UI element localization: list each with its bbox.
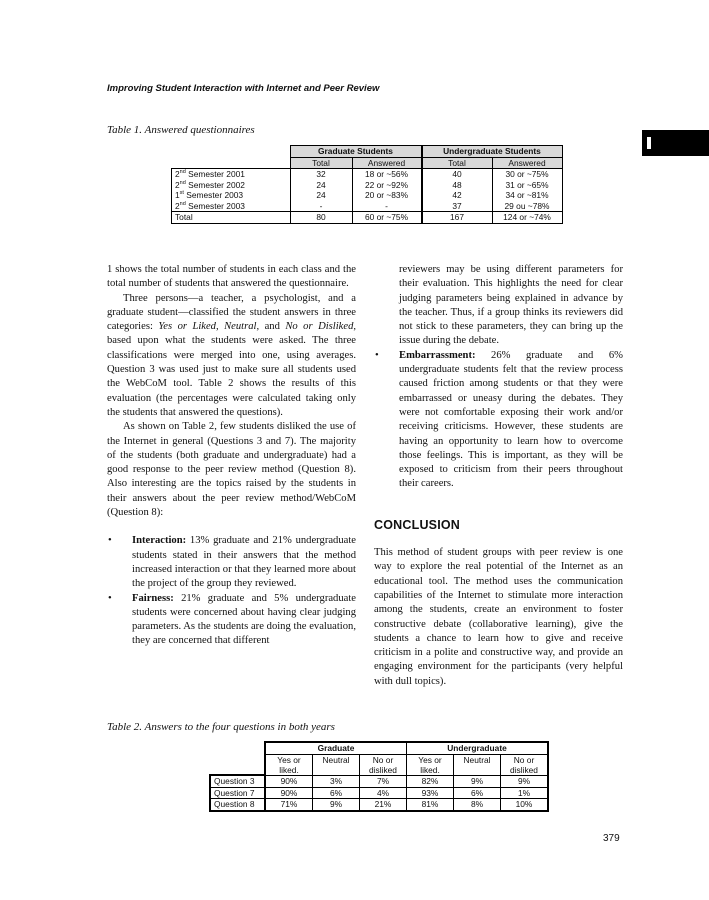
table1-cell: - (352, 201, 422, 212)
bullet-icon: • (108, 592, 112, 604)
table2-row-label: Question 7 (210, 787, 265, 799)
table1-group-header-row (172, 146, 563, 158)
table1-row-semester: Semester 2002 (188, 179, 245, 190)
table1-row-label (172, 169, 291, 180)
chapter-tab-marker (642, 130, 709, 156)
table2-answers-four-questions (209, 741, 549, 812)
paragraph (107, 292, 356, 421)
table1-row-ordinal: 2 (175, 169, 180, 180)
bullet-icon: • (108, 535, 112, 547)
table1-cell: 37 (422, 201, 493, 212)
table2-row-label: Question 8 (210, 799, 265, 811)
bullet-term: Interaction: (132, 535, 187, 547)
bullet-text: 13% graduate and 21% undergraduate students stated in their answers that the method increased interaction or that they learned more about the project of the group they reviewed. (132, 535, 356, 590)
table1-row-semester: Semester 2001 (188, 169, 245, 180)
table1-sub-header: Total (290, 157, 352, 169)
bullet-text: 21% graduate and 5% undergraduate students were concerned about having clear judging parameters. As the students are doing the evaluation, they are concerned that different (132, 592, 356, 647)
category-term: Yes or Liked, Neutral, (158, 321, 260, 333)
table1-cell: 32 (290, 169, 352, 180)
bullet-text: 26% graduate and 6% undergraduate students felt that the review process caused friction among students or that they were embarrassed or uneasy during the debates. They were not comfortable exposing their work and/or receiving criticisms. However, these students are having an opportunity to learn how to overcome those feelings. This is important, as they will be exposed to criticism from their peers throughout their careers. (399, 349, 623, 490)
table2-sub-header-row (210, 754, 548, 775)
table1-row (172, 201, 563, 212)
spacer (374, 532, 623, 546)
table1-row-label (172, 201, 291, 212)
table1-cell: 34 or ~81% (492, 190, 562, 201)
table2-cell: 90% (265, 787, 313, 799)
table1-row-semester: Semester 2003 (186, 190, 244, 201)
paragraph: As shown on Table 2, few students disliked the use of the Internet in general (Questions 3 and 7). The majority of the students (both graduate and undergraduate) had a good response to the peer review method (Question 8). Also interesting are the topics raised by the students in their answers about the peer review method/WebCoM (Question 8): (107, 421, 356, 519)
table1-row-ordinal-suffix: nd (179, 179, 186, 186)
table2-cell: 9% (501, 775, 549, 787)
table1-total-cell: 80 (290, 212, 352, 224)
table2-cell: 81% (407, 799, 454, 811)
table1-row-label (172, 180, 291, 191)
table2-cell: 6% (454, 787, 501, 799)
table1-total-cell: 60 or ~75% (352, 212, 422, 224)
bullet-term: Embarrassment: (399, 349, 476, 361)
table1-sub-header: Answered (492, 157, 562, 169)
table1-cell: - (290, 201, 352, 212)
text-run: Three persons—a teacher, a psychologist, and a graduate student—classified the student answers in three categories: (107, 292, 356, 333)
table2-row (210, 775, 548, 787)
bullet-fairness (107, 592, 356, 649)
table1-row-ordinal: 1 (175, 190, 180, 201)
page-number: 379 (603, 833, 620, 844)
table1-group-header-graduate: Graduate Students (290, 146, 422, 158)
section-heading-conclusion: CONCLUSION (374, 517, 461, 532)
table2-row-label: Question 3 (210, 775, 265, 787)
table1-cell: 30 or ~75% (492, 169, 562, 180)
table2-corner-cell (210, 742, 265, 754)
table2-cell: 21% (360, 799, 407, 811)
table1-row-ordinal-suffix: st (179, 190, 184, 197)
category-term: No or Disliked (285, 321, 354, 333)
table2-row (210, 787, 548, 799)
table2-cell: 90% (265, 775, 313, 787)
table2-cell: 82% (407, 775, 454, 787)
table2-cell: 71% (265, 799, 313, 811)
table1-cell: 24 (290, 190, 352, 201)
table1-cell: 24 (290, 180, 352, 191)
table2-sub-header: No or disliked (501, 754, 549, 775)
table2-sub-header: Neutral (454, 754, 501, 775)
table1-corner-cell (172, 146, 291, 158)
right-text-column (374, 263, 623, 689)
table1-row-ordinal: 2 (175, 179, 180, 190)
spacer (107, 520, 356, 534)
table1-cell: 42 (422, 190, 493, 201)
table2-cell: 3% (313, 775, 360, 787)
table1-sub-header: Answered (352, 157, 422, 169)
table2-cell: 93% (407, 787, 454, 799)
table2-sub-header: No or disliked (360, 754, 407, 775)
table1-total-row (172, 212, 563, 224)
running-header: Improving Student Interaction with Internet and Peer Review (107, 83, 380, 94)
table1-row (172, 190, 563, 201)
bullet-term: Fairness: (132, 592, 174, 604)
table1-cell: 22 or ~92% (352, 180, 422, 191)
table2-cell: 4% (360, 787, 407, 799)
table2-sub-header: Yes or liked. (265, 754, 313, 775)
table1-cell: 20 or ~83% (352, 190, 422, 201)
bullet-embarrassment (374, 349, 623, 492)
table2-cell: 7% (360, 775, 407, 787)
table1-cell: 18 or ~56% (352, 169, 422, 180)
table1-answered-questionnaires (171, 145, 563, 224)
table2-cell: 6% (313, 787, 360, 799)
table2-caption: Table 2. Answers to the four questions in both years (107, 721, 335, 733)
table1-row-label (172, 190, 291, 201)
table2-cell: 9% (313, 799, 360, 811)
left-text-column (107, 263, 356, 649)
table1-cell: 29 ou ~78% (492, 201, 562, 212)
table1-row-ordinal-suffix: nd (179, 200, 186, 207)
table2-cell: 1% (501, 787, 549, 799)
table1-total-cell: 124 or ~74% (492, 212, 562, 224)
table1-cell: 31 or ~65% (492, 180, 562, 191)
table2-cell: 8% (454, 799, 501, 811)
bullet-icon: • (375, 349, 379, 361)
table1-cell: 40 (422, 169, 493, 180)
chapter-tab-notch (647, 137, 651, 149)
table2-group-header-row (210, 742, 548, 754)
table2-group-header-undergraduate: Undergraduate (407, 742, 549, 754)
table1-row (172, 180, 563, 191)
paragraph: 1 shows the total number of students in each class and the total number of students that answered the questionnaire. (107, 264, 356, 290)
table1-cell: 48 (422, 180, 493, 191)
table1-total-cell: 167 (422, 212, 493, 224)
text-run: and (259, 321, 286, 333)
table2-cell: 10% (501, 799, 549, 811)
table2-cell: 9% (454, 775, 501, 787)
spacer (374, 492, 623, 518)
table1-row-semester: Semester 2003 (188, 200, 245, 211)
table1-total-label: Total (172, 212, 291, 224)
table1-sub-header: Total (422, 157, 493, 169)
text-run: , based upon what the students were asked. The three classifications were merged into one, using averages. Question 3 was used just to make sure all students used the WebCoM tool. Table 2 shows the results of this evaluation (the percentages were calculated taking only the students that answered the questions). (107, 321, 357, 418)
table1-sub-header-row (172, 157, 563, 169)
paragraph: This method of student groups with peer review is one way to explore the real potential of the Internet as an educational tool. The method uses the communication capabilities of the Internet to stimulate more interaction among the students, create an environment to foster constructive debate (collaborative learning), give the students a chance to learn how to give and receive criticism in a polite and constructive way, and provide an engaging environment for the participants (very helpful with dull topics). (374, 547, 623, 687)
table2-sub-header: Neutral (313, 754, 360, 775)
paragraph: reviewers may be using different parameters for their evaluation. This highlights the need for clear judging parameters being explained in advance by the teacher. Thus, if a group thinks its reviewers did not stick to these parameters, they can bring up the issue during the debate. (399, 264, 623, 347)
table1-row (172, 169, 563, 180)
table2-sub-header: Yes or liked. (407, 754, 454, 775)
table1-corner-cell (172, 157, 291, 169)
table1-group-header-undergraduate: Undergraduate Students (422, 146, 563, 158)
table1-row-ordinal: 2 (175, 200, 180, 211)
bullet-interaction (107, 534, 356, 591)
table2-row (210, 799, 548, 811)
table1-row-ordinal-suffix: nd (179, 169, 186, 176)
table2-group-header-graduate: Graduate (265, 742, 407, 754)
table2-corner-cell (210, 754, 265, 775)
table1-caption: Table 1. Answered questionnaires (107, 124, 255, 136)
